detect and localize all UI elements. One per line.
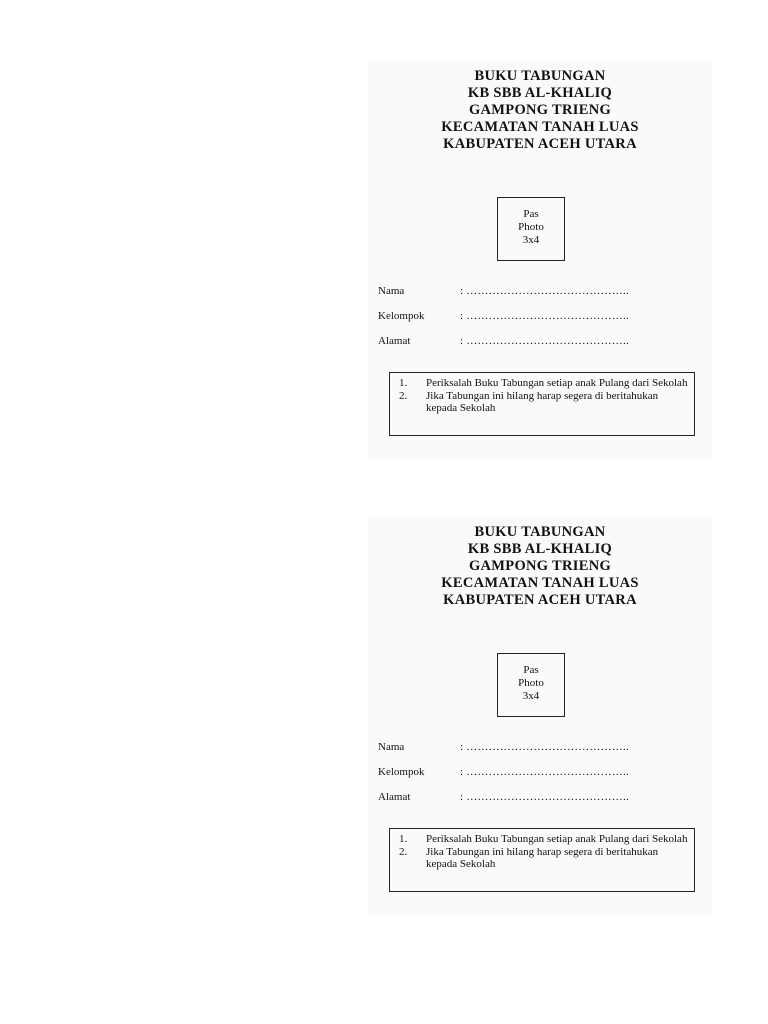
field-label: Alamat xyxy=(378,791,411,803)
card-title xyxy=(368,524,712,609)
note-number: 1. xyxy=(399,833,408,845)
note-text: Periksalah Buku Tabungan setiap anak Pulang dari Sekolah xyxy=(426,377,688,389)
photo-label-line: Photo xyxy=(518,221,544,233)
title-line: KABUPATEN ACEH UTARA xyxy=(443,592,637,608)
photo-label-line: 3x4 xyxy=(522,690,540,702)
field-label: Nama xyxy=(378,741,405,753)
photo-placeholder-box xyxy=(497,197,565,261)
photo-label-line: Pas xyxy=(523,664,539,676)
field-label: Alamat xyxy=(378,335,411,347)
note-item xyxy=(390,390,694,415)
photo-placeholder-box xyxy=(497,653,565,717)
field-blank: : …………………………………….. xyxy=(460,335,629,347)
photo-label-line: 3x4 xyxy=(522,234,540,246)
field-label: Kelompok xyxy=(378,766,425,778)
field-blank: : …………………………………….. xyxy=(460,310,629,322)
note-number: 1. xyxy=(399,377,408,389)
field-blank: : …………………………………….. xyxy=(460,791,629,803)
note-text: Jika Tabungan ini hilang harap segera di beritahukan kepada Sekolah xyxy=(426,389,659,414)
note-item xyxy=(390,833,694,846)
photo-label-line: Photo xyxy=(518,677,544,689)
savings-book-card-1 xyxy=(368,60,712,460)
note-number: 2. xyxy=(399,389,408,402)
field-label: Kelompok xyxy=(378,310,425,322)
title-line: BUKU TABUNGAN xyxy=(474,68,606,84)
field-blank: : …………………………………….. xyxy=(460,741,629,753)
note-item xyxy=(390,846,694,871)
title-line: GAMPONG TRIENG xyxy=(468,102,612,118)
note-text: Periksalah Buku Tabungan setiap anak Pulang dari Sekolah xyxy=(426,833,688,845)
notes-box xyxy=(389,828,695,892)
field-label: Nama xyxy=(378,285,405,297)
card-title xyxy=(368,68,712,153)
notes-box xyxy=(389,372,695,436)
title-line: GAMPONG TRIENG xyxy=(468,558,612,574)
title-line: KB SBB AL-KHALIQ xyxy=(467,541,613,557)
note-item xyxy=(390,377,694,390)
title-line: KB SBB AL-KHALIQ xyxy=(467,85,613,101)
title-line: KECAMATAN TANAH LUAS xyxy=(441,119,639,135)
savings-book-card-2 xyxy=(368,516,712,916)
title-line: KABUPATEN ACEH UTARA xyxy=(443,136,637,152)
field-blank: : …………………………………….. xyxy=(460,766,629,778)
note-text: Jika Tabungan ini hilang harap segera di beritahukan kepada Sekolah xyxy=(426,845,659,870)
field-blank: : …………………………………….. xyxy=(460,285,629,297)
title-line: KECAMATAN TANAH LUAS xyxy=(441,575,639,591)
title-line: BUKU TABUNGAN xyxy=(474,524,606,540)
photo-label-line: Pas xyxy=(523,208,539,220)
note-number: 2. xyxy=(399,845,408,858)
